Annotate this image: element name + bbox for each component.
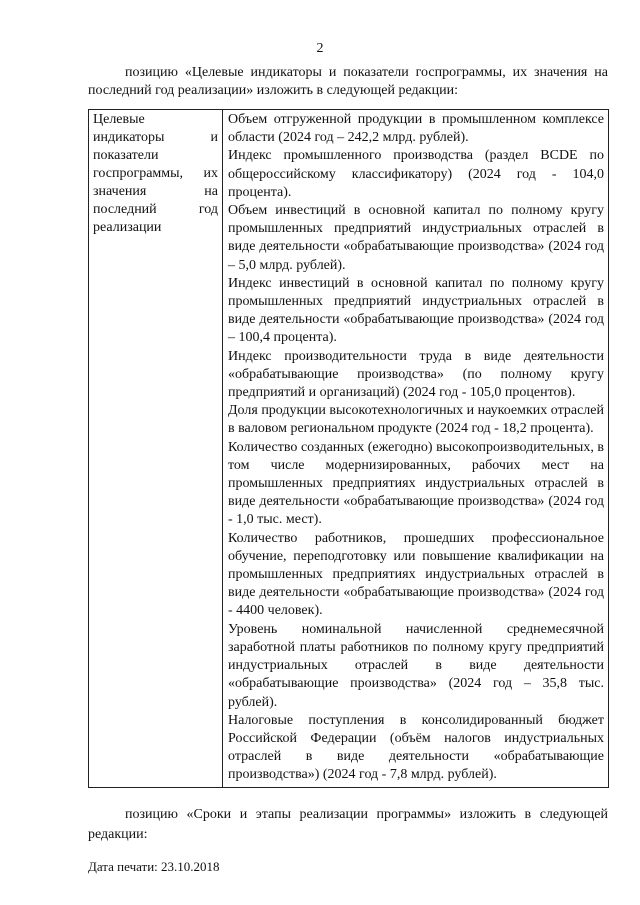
indicators-table	[88, 109, 609, 788]
indicators-row	[89, 110, 608, 787]
intro-paragraph: позицию «Целевые индикаторы и показатели госпрограммы, их значения на последний год реализации» изложить в следующей редакции:	[88, 65, 608, 98]
row-value-cell	[223, 110, 608, 787]
row-label-line: реализации	[93, 220, 162, 235]
indicator-item: Объем инвестиций в основной капитал по полному кругу промышленных предприятий индустриальных отраслей в виде деятельности «обрабатывающие производства» (2024 год – 5,0 млрд. рублей).	[228, 203, 604, 273]
page-number: 2	[316, 41, 324, 56]
row-label-line: значения на	[93, 184, 218, 199]
indicator-item: Количество созданных (ежегодно) высокопроизводительных, в том числе модернизированных, рабочих мест на промышленных предприятиях индустриальных отраслей в виде деятельности «обрабатывающие производства» (2024 год - 1,0 тыс. мест).	[228, 439, 604, 528]
indicator-item: Количество работников, прошедших профессиональное обучение, переподготовку или повышение квалификации на промышленных предприятиях индустриальных отраслей в виде деятельности «обрабатывающие производства» (2024 год - 4400 человек).	[228, 530, 604, 619]
indicator-item: Индекс инвестиций в основной капитал по полному кругу промышленных предприятий индустриальных отраслей в виде деятельности «обрабатывающие производства» (2024 год – 100,4 процента).	[228, 275, 604, 346]
indicator-item: Индекс промышленного производства (раздел BCDE по общероссийскому классификатору) (2024 год - 104,0 процента).	[228, 148, 604, 200]
outro-paragraph: позицию «Сроки и этапы реализации программы» изложить в следующей редакции:	[88, 807, 608, 842]
row-label-line: показатели	[93, 148, 159, 163]
indicator-item: Уровень номинальной начисленной среднемесячной заработной платы работников по полному кругу предприятий индустриальных отраслей в виде деятельности «обрабатывающие производства» (2024 год – 35,8 тыс. рублей).	[228, 621, 604, 710]
row-label-line: последний год	[93, 202, 218, 217]
row-label-cell	[89, 110, 223, 787]
print-date: Дата печати: 23.10.2018	[88, 859, 220, 874]
row-label-line: Целевые	[93, 112, 145, 127]
indicator-item: Налоговые поступления в консолидированный бюджет Российской Федерации (объём налогов индустриальных отраслей в виде деятельности «обрабатывающие производства») (2024 год - 7,8 млрд. рублей).	[228, 712, 604, 783]
indicator-item: Доля продукции высокотехнологичных и наукоемких отраслей в валовом региональном продукте (2024 год - 18,2 процента).	[228, 403, 604, 437]
indicator-item: Индекс производительности труда в виде деятельности «обрабатывающие производства» (по полному кругу предприятий и организаций) (2024 год - 105,0 процентов).	[228, 348, 604, 401]
row-label-line: индикаторы и	[93, 130, 218, 145]
indicator-item: Объем отгруженной продукции в промышленном комплексе области (2024 год – 242,2 млрд. рублей).	[228, 112, 604, 146]
row-label-line: госпрограммы, их	[93, 166, 218, 181]
